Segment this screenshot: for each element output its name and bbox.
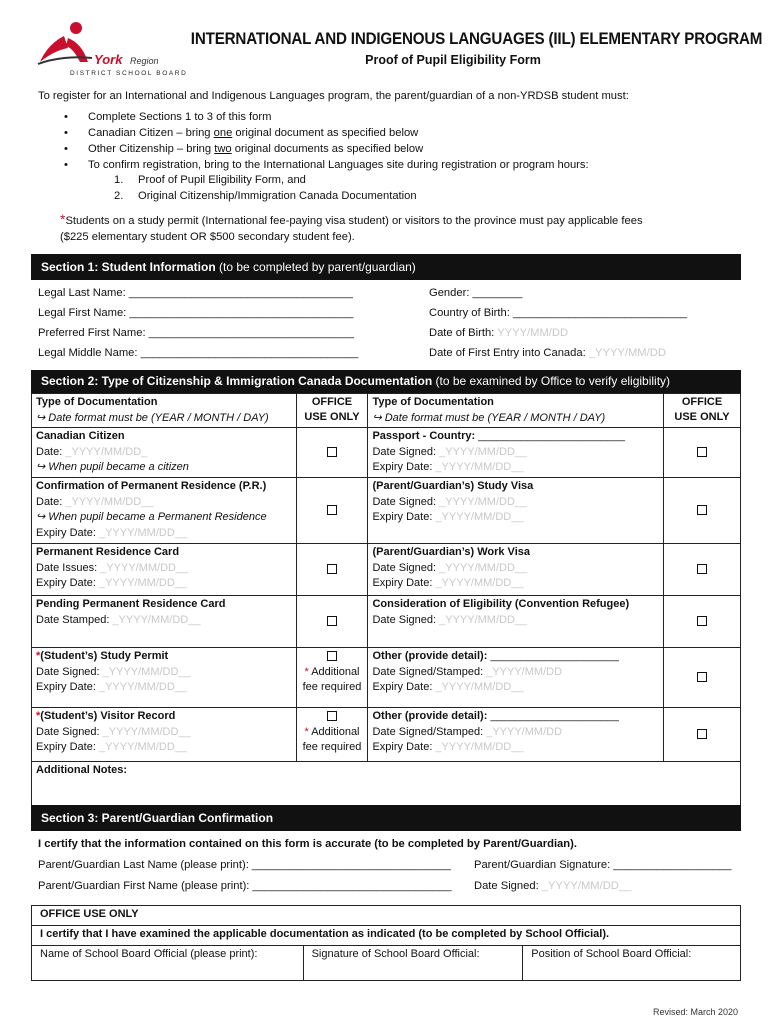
additional-notes-field[interactable]: Additional Notes: [32,761,741,805]
other-2-checkbox[interactable] [697,729,707,739]
date-of-entry-field[interactable]: Date of First Entry into Canada: _YYYY/MM/DD [429,347,666,359]
pr-card-checkbox[interactable] [327,564,337,574]
bullet-item: • Complete Sections 1 to 3 of this form [64,109,589,125]
intro-bullets [64,109,589,173]
section2-header: Section 2: Type of Citizenship & Immigration Canada Documentation (to be examined by Office to verify eligibility) [31,370,741,393]
study-visa-checkbox[interactable] [697,505,707,515]
section1-header: Section 1: Student Information (to be completed by parent/guardian) [31,254,741,280]
visitor-record-checkbox[interactable] [327,711,337,721]
other-1-checkbox[interactable] [697,672,707,682]
table-header-row: Type of Documentation ↪ Date format must be (YEAR / MONTH / DAY) OFFICE USE ONLY Type of Documentation ↪ Date format must be (YEAR / MONTH / DAY) OFFICE USE ONLY [32,394,741,428]
legal-last-name-field[interactable]: Legal Last Name: ____________________________________ [38,287,353,299]
page-subtitle: Proof of Pupil Eligibility Form [365,53,541,67]
fee-note: *Students on a study permit (International fee-paying visa student) or visitors to the province must pay applicable fees ($225 elementary student OR $500 secondary student fee). [60,211,643,243]
pg-last-name-field[interactable]: Parent/Guardian Last Name (please print): ________________________________ [38,859,452,871]
official-signature-field[interactable]: Signature of School Board Official: [303,946,523,981]
passport-checkbox[interactable] [697,447,707,457]
intro-text: To register for an International and Indigenous Languages program, the parent/guardian of a non-YRDSB student must: [38,90,629,102]
office-use-title: OFFICE USE ONLY [32,906,741,926]
country-of-birth-field[interactable]: Country of Birth: ____________________________ [429,307,688,319]
study-permit-checkbox[interactable] [327,651,337,661]
table-row: *(Student’s) Study Permit Date Signed: _YYYY/MM/DD__ Expiry Date: _YYYY/MM/DD__ * Additional fee required Other (provide detail): _____________________ Date Signed/Stamped: _YYYY/MM/DD Expiry Date: _YYYY/MM/DD__ [32,647,741,707]
table-row: Permanent Residence Card Date Issues: _YYYY/MM/DD__ Expiry Date: _YYYY/MM/DD__ (Parent/Guardian’s) Work Visa Date Signed: _YYYY/MM/DD__ Expiry Date: _YYYY/MM/DD__ [32,543,741,595]
revised-date: Revised: March 2020 [652,1007,738,1017]
logo-dsb-text: DISTRICT SCHOOL BOARD [70,70,188,77]
table-row: Pending Permanent Residence Card Date Stamped: _YYYY/MM/DD__ Consideration of Eligibility (Convention Refugee) Date Signed: _YYYY/MM/DD__ [32,595,741,647]
page-title: INTERNATIONAL AND INDIGENOUS LANGUAGES (IIL) ELEMENTARY PROGRAM [190,30,763,48]
bullet-item: • To confirm registration, bring to the International Languages site during registration or program hours: [64,157,589,173]
bullet-item: • Other Citizenship – bring two original documents as specified below [64,141,589,157]
bullet-item: • Canadian Citizen – bring one original document as specified below [64,125,589,141]
gender-field[interactable]: Gender: ________ [429,287,523,299]
pg-date-field[interactable]: Date Signed: _YYYY/MM/DD__ [474,880,632,892]
documentation-table [31,393,741,806]
table-row: Canadian Citizen Date: _YYYY/MM/DD_ ↪ When pupil became a citizen Passport - Country: ________________________ Date Signed: _YYYY/MM/DD__ Expiry Date: _YYYY/MM/DD__ [32,428,741,478]
office-use-table [31,905,741,981]
convention-refugee-checkbox[interactable] [697,616,707,626]
permanent-residence-checkbox[interactable] [327,505,337,515]
work-visa-checkbox[interactable] [697,564,707,574]
pg-first-name-field[interactable]: Parent/Guardian First Name (please print): ________________________________ [38,880,452,892]
numbered-item: 1. Proof of Pupil Eligibility Form, and [114,174,306,186]
official-position-field[interactable]: Position of School Board Official: [523,946,741,981]
numbered-item: 2. Original Citizenship/Immigration Canada Documentation [114,190,417,202]
pg-signature-field[interactable]: Parent/Guardian Signature: ___________________ [474,859,732,871]
yrdsb-logo [34,18,188,80]
date-of-birth-field[interactable]: Date of Birth: YYYY/MM/DD [429,327,569,339]
logo-region-text: Region [130,56,159,66]
table-row: Confirmation of Permanent Residence (P.R.) Date: _YYYY/MM/DD__ ↪ When pupil became a Permanent Residence Expiry Date: _YYYY/MM/DD__ (Parent/Guardian’s) Study Visa Date Signed: _YYYY/MM/DD__ Expiry Date: _YYYY/MM/DD__ [32,477,741,543]
office-certify-text: I certify that I have examined the applicable documentation as indicated (to be completed by School Official). [32,926,741,946]
legal-middle-name-field[interactable]: Legal Middle Name: ___________________________________ [38,347,359,359]
logo-york-text: York [94,52,123,67]
preferred-first-name-field[interactable]: Preferred First Name: _________________________________ [38,327,354,339]
parent-certify-text: I certify that the information contained on this form is accurate (to be completed by Parent/Guardian). [38,838,577,850]
canadian-citizen-checkbox[interactable] [327,447,337,457]
additional-notes-row [32,761,741,805]
table-row: *(Student’s) Visitor Record Date Signed: _YYYY/MM/DD__ Expiry Date: _YYYY/MM/DD__ * Additional fee required Other (provide detail): _____________________ Date Signed/Stamped: _YYYY/MM/DD Expiry Date: _YYYY/MM/DD__ [32,707,741,761]
legal-first-name-field[interactable]: Legal First Name: ____________________________________ [38,307,354,319]
section3-header: Section 3: Parent/Guardian Confirmation [31,805,741,831]
official-name-field[interactable]: Name of School Board Official (please print): [32,946,304,981]
pending-pr-card-checkbox[interactable] [327,616,337,626]
numbered-list [114,172,417,204]
logo-figure-icon [34,18,94,68]
